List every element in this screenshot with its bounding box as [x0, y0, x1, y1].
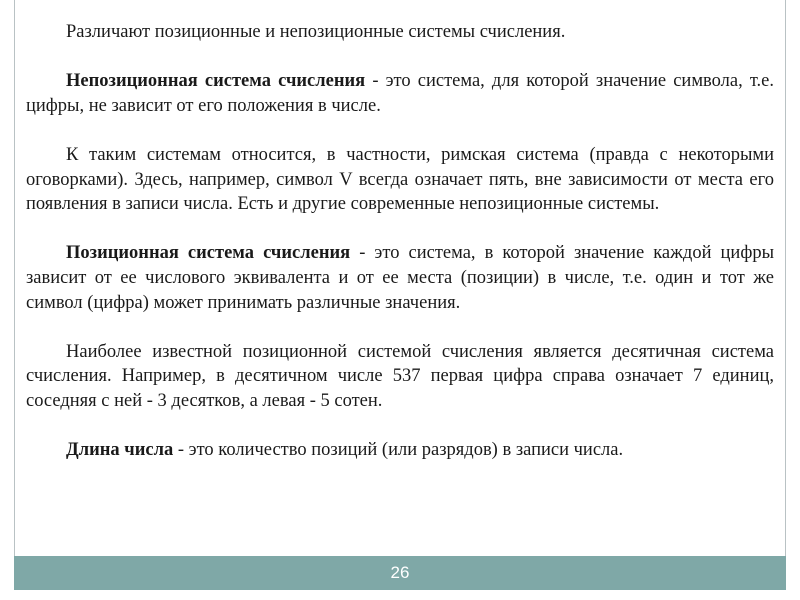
paragraph-text: - это количество позиций (или разрядов) в записи числа. [173, 440, 624, 461]
paragraph-text: Различают позиционные и непозиционные системы счисления. [66, 22, 566, 42]
paragraph-nonpositional-definition [26, 69, 774, 118]
paragraph-term: Позиционная система счисления [66, 243, 351, 264]
text-body [26, 20, 774, 463]
paragraph-term: Непозиционная система счисления [66, 71, 366, 92]
paragraph-term: Длина числа [66, 440, 174, 461]
paragraph-number-length [26, 438, 774, 463]
page-number: 26 [390, 563, 410, 582]
paragraph-text: - это система, для которой значение символа, т.е. цифры, не зависит от его положения в числе. [26, 71, 775, 116]
paragraph-text: - это система, в которой значение каждой цифры зависит от ее числового эквивалента и от ее места (позиции) в числе, т.е. один и тот же символ (цифра) может принимать различные значения. [26, 243, 775, 313]
paragraph-positional-definition [26, 241, 774, 315]
paragraph-text: К таким системам относится, в частности, римская система (правда с некоторыми оговорками). Здесь, например, символ V всегда означает пять, вне зависимости от места его появления в записи числа. Есть и другие современные непозиционные системы. [26, 144, 774, 215]
paragraph-intro [26, 20, 774, 45]
paragraph-decimal-example [26, 340, 774, 414]
paragraph-roman-example [26, 143, 774, 217]
footer-bar [14, 556, 786, 590]
paragraph-text: Наиболее известной позиционной системой счисления является десятичная система счисления. Например, в десятичном числе 537 первая цифра справа означает 7 единиц, соседняя с ней - 3 десятков, а левая - 5 сотен. [26, 341, 774, 411]
